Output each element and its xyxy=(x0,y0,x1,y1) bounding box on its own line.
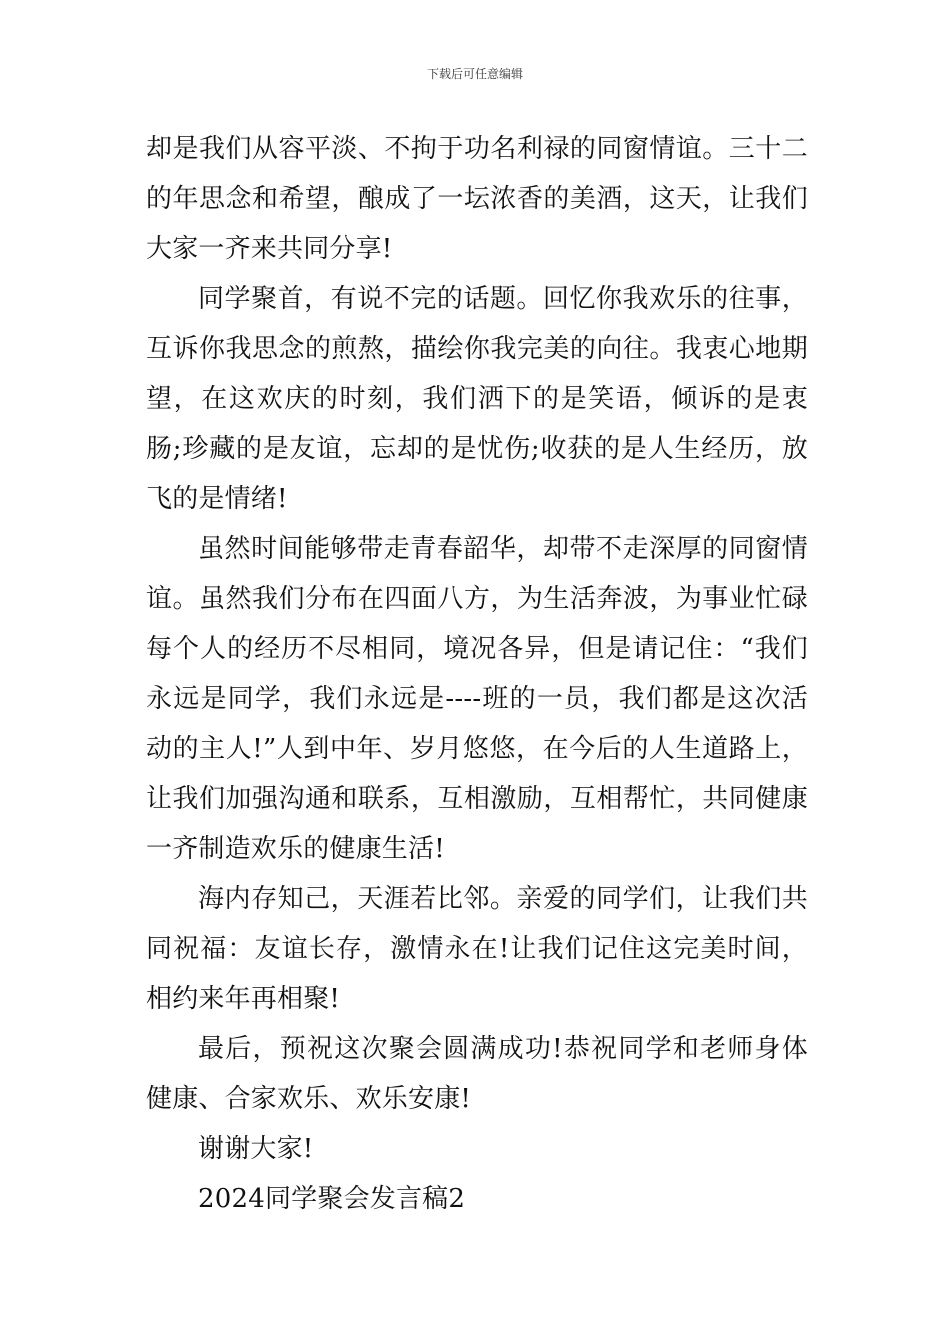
paragraph-thanks: 谢谢大家! xyxy=(198,1134,314,1164)
paragraph-blessing: 海内存知己，天涯若比邻。亲爱的同学们，让我们共同祝福：友谊长存，激情永在!让我们记住这完美时间，相约来年再相聚! xyxy=(146,884,808,1014)
paragraph-reunion-topics: 同学聚首，有说不完的话题。回忆你我欢乐的往事，互诉你我思念的煎熬，描绘你我完美的向往。我衷心地期望，在这欢庆的时刻，我们洒下的是笑语，倾诉的是衷肠;珍藏的是友谊，忘却的是忧伤;收获的是人生经历，放飞的是情绪! xyxy=(146,284,808,514)
section-title: 2024同学聚会发言稿2 xyxy=(198,1184,466,1214)
paragraph-closing-wishes: 最后，预祝这次聚会圆满成功!恭祝同学和老师身体健康、合家欢乐、欢乐安康! xyxy=(146,1034,808,1114)
paragraph-continuation: 却是我们从容平淡、不拘于功名利禄的同窗情谊。三十二的年思念和希望，酿成了一坛浓香的美酒，这天，让我们大家一齐来共同分享! xyxy=(146,134,808,264)
header-note: 下载后可任意编辑 xyxy=(426,67,523,81)
document-body xyxy=(146,124,808,1224)
paragraph-friendship: 虽然时间能够带走青春韶华，却带不走深厚的同窗情谊。虽然我们分布在四面八方，为生活奔波，为事业忙碌每个人的经历不尽相同，境况各异，但是请记住：“我们永远是同学，我们永远是----班的一员，我们都是这次活动的主人!”人到中年、岁月悠悠，在今后的人生道路上，让我们加强沟通和联系，互相激励，互相帮忙，共同健康一齐制造欢乐的健康生活! xyxy=(146,534,808,864)
